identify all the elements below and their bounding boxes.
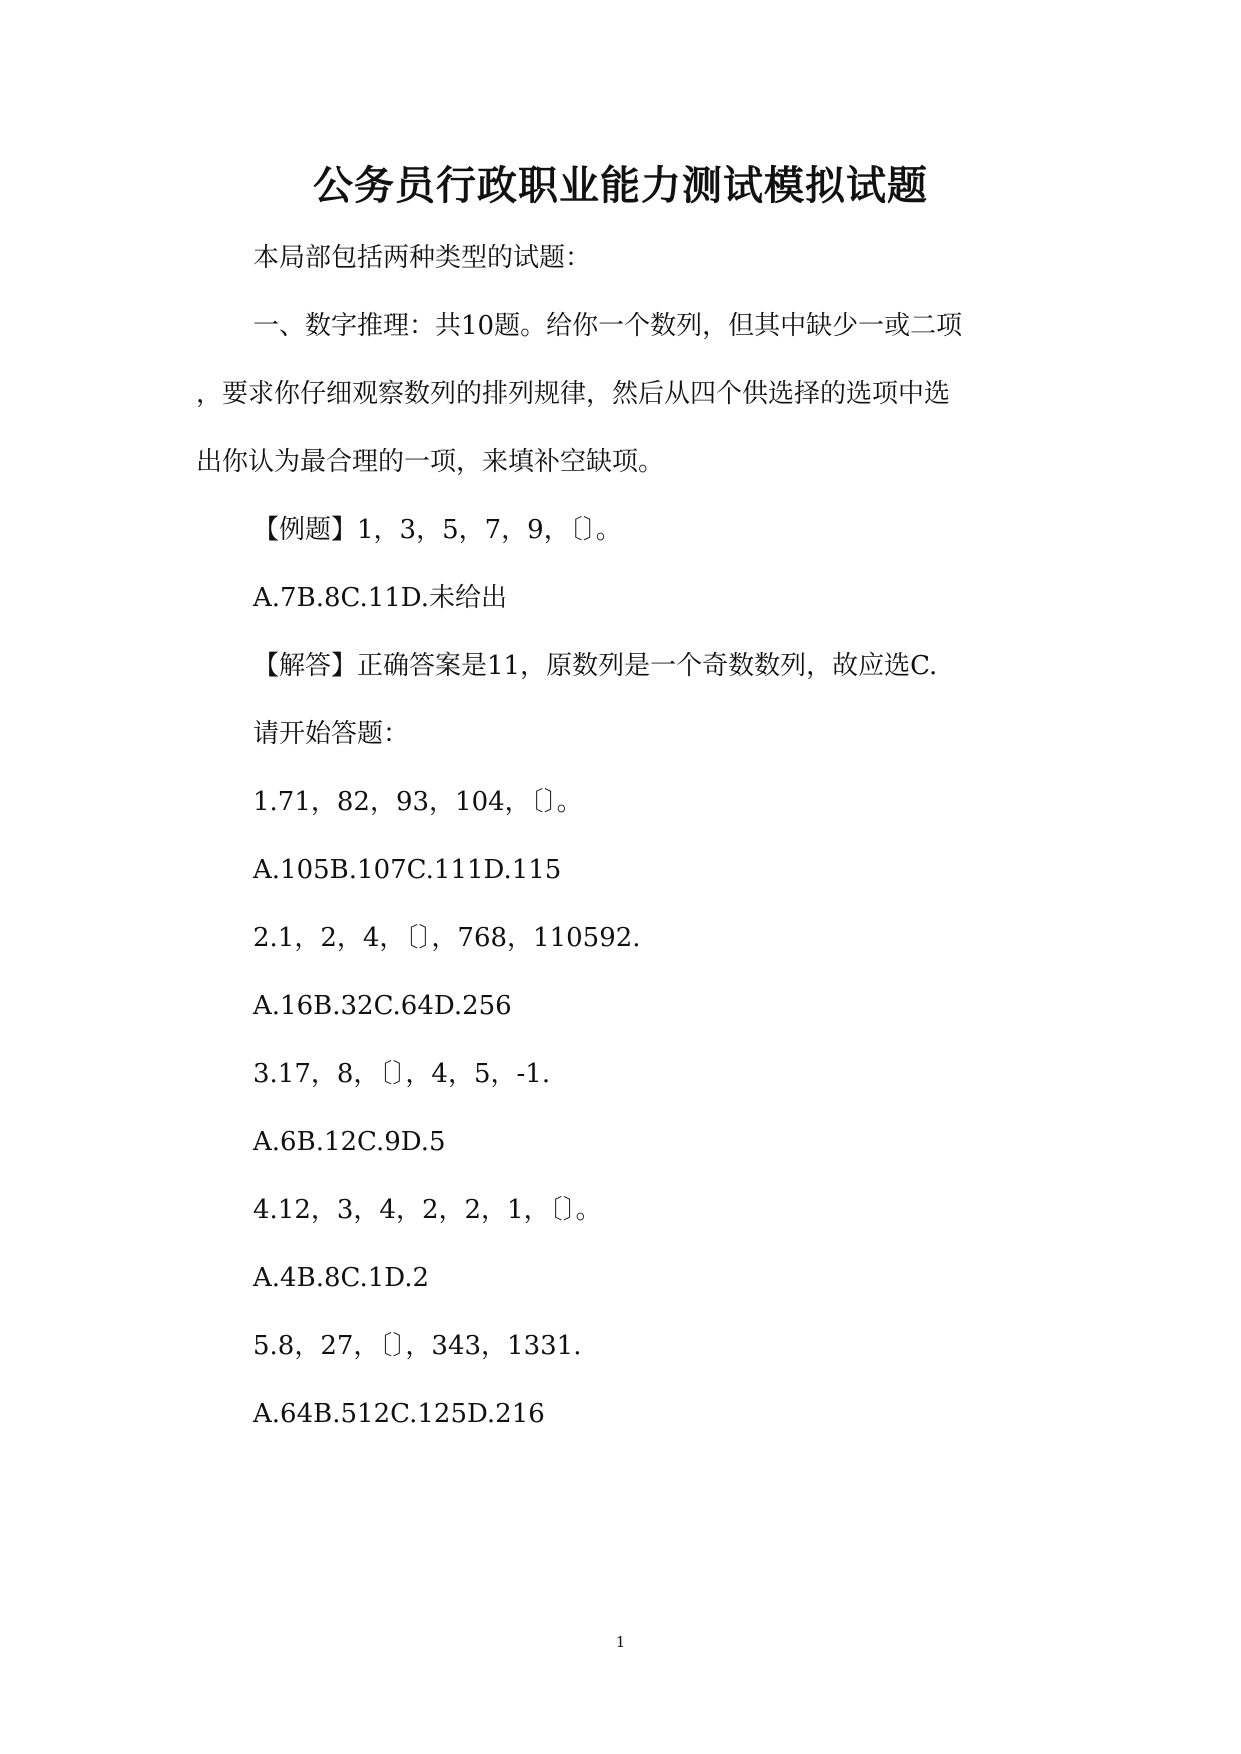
question-3-options: A.6B.12C.9D.5 [253,1127,446,1157]
question-4: 4.12，3，4，2，2，1，〔〕。 [253,1195,602,1225]
question-3: 3.17，8，〔〕，4，5，-1. [253,1059,551,1089]
question-5-options: A.64B.512C.125D.216 [253,1399,545,1429]
question-4-options: A.4B.8C.1D.2 [253,1263,429,1293]
question-1: 1.71，82，93，104，〔〕。 [253,787,583,817]
question-2: 2.1，2，4，〔〕，768，110592. [253,923,641,953]
question-1-options: A.105B.107C.111D.115 [253,855,562,885]
intro-text: 本局部包括两种类型的试题： [253,243,592,273]
question-5: 5.8，27，〔〕，343，1331. [253,1331,582,1361]
example-options: A.7B.8C.11D.未给出 [253,583,507,613]
page-number: 1 [615,1633,626,1651]
section1-line2: ，要求你仔细观察数列的排列规律，然后从四个供选择的选项中选 [196,379,951,409]
example-question: 【例题】1，3，5，7，9，〔〕。 [253,515,622,545]
example-answer: 【解答】正确答案是11，原数列是一个奇数数列，故应选C. [253,651,938,681]
section1-line1: 一、数字推理：共10题。给你一个数列，但其中缺少一或二项 [253,311,963,341]
question-2-options: A.16B.32C.64D.256 [253,991,512,1021]
page-title: 公务员行政职业能力测试模拟试题 [313,163,928,209]
section1-line3: 出你认为最合理的一项，来填补空缺项。 [196,447,665,477]
start-prompt: 请开始答题： [253,719,410,749]
